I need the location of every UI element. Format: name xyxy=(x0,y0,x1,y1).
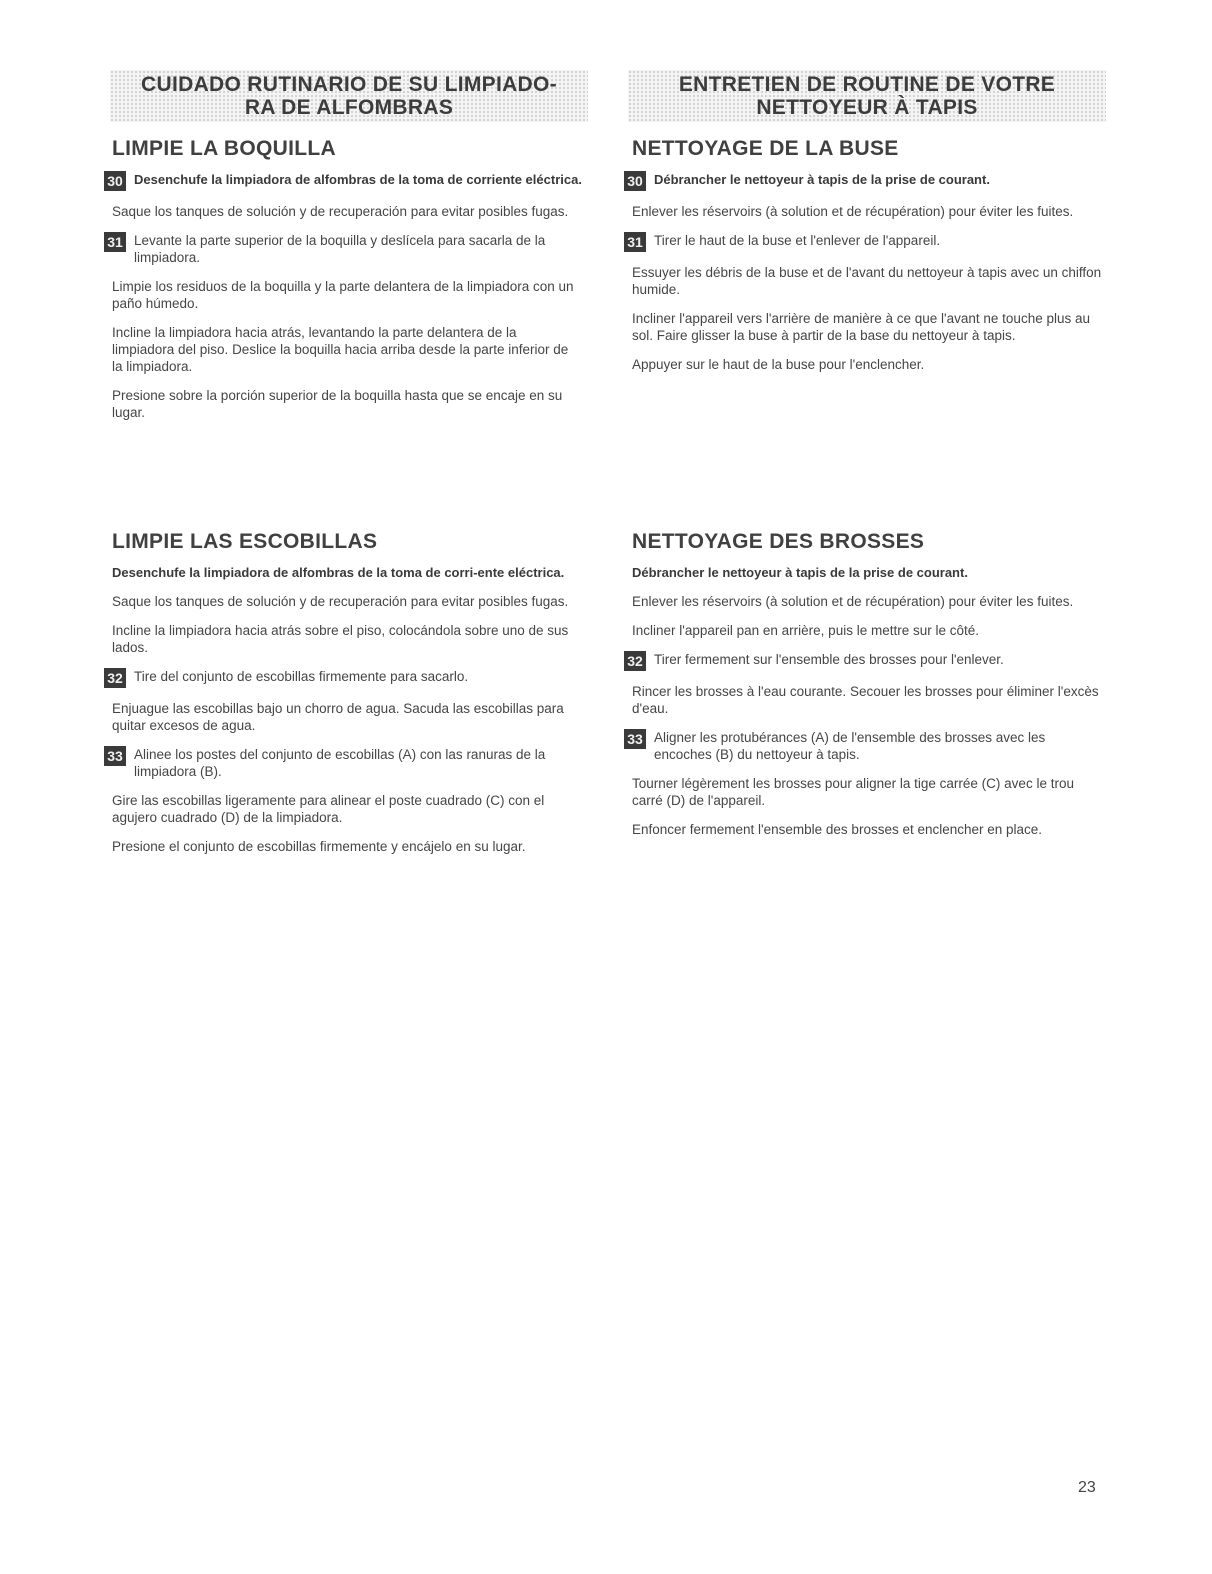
step-31 xyxy=(107,232,582,266)
step-number-badge: 31 xyxy=(104,232,126,252)
paragraph: Enjuague las escobillas bajo un chorro de agua. Sacuda las escobillas para quitar excesos de agua. xyxy=(112,701,564,733)
step-number-badge: 30 xyxy=(624,171,646,191)
section-heading: LIMPIE LAS ESCOBILLAS xyxy=(112,530,378,553)
paragraph: Presione el conjunto de escobillas firmemente y encájelo en su lugar. xyxy=(112,839,526,854)
page-number: 23 xyxy=(1078,1479,1096,1496)
paragraph: Incliner l'appareil pan en arrière, puis le mettre sur le côté. xyxy=(632,623,979,638)
step-text: Tirer fermement sur l'ensemble des brosses pour l'enlever. xyxy=(654,652,1004,667)
paragraph: Saque los tanques de solución y de recuperación para evitar posibles fugas. xyxy=(112,594,569,609)
step-text: Aligner les protubérances (A) de l'ensemble des brosses avec les encoches (B) du nettoyeur à tapis. xyxy=(654,730,1046,762)
paragraph: Essuyer les débris de la buse et de l'avant du nettoyeur à tapis avec un chiffon humide. xyxy=(632,265,1102,297)
paragraph: Incliner l'appareil vers l'arrière de manière à ce que l'avant ne touche plus au sol. Faire glisser la buse à partir de la base du nettoyeur à tapis. xyxy=(632,311,1090,343)
step-number-badge: 32 xyxy=(104,668,126,688)
banner-left-line-2: RA DE ALFOMBRAS xyxy=(244,96,454,119)
banner-right-line-1: ENTRETIEN DE ROUTINE DE VOTRE xyxy=(678,73,1056,96)
paragraph: Saque los tanques de solución y de recuperación para evitar posibles fugas. xyxy=(112,204,569,219)
paragraph: Incline la limpiadora hacia atrás sobre el piso, colocándola sobre uno de sus lados. xyxy=(112,623,569,655)
paragraph: Enfoncer fermement l'ensemble des brosses et enclencher en place. xyxy=(632,822,1043,837)
paragraph: Enlever les réservoirs (à solution et de récupération) pour éviter les fuites. xyxy=(632,594,1074,609)
step-number-badge: 30 xyxy=(104,171,126,191)
banner-right xyxy=(628,70,1106,122)
step-33 xyxy=(107,746,582,780)
paragraph: Gire las escobillas ligeramente para alinear el poste cuadrado (C) con el agujero cuadrado (D) de la limpiadora. xyxy=(112,793,545,825)
paragraph: Presione sobre la porción superior de la boquilla hasta que se encaje en su lugar. xyxy=(112,388,563,420)
step-text: Tire del conjunto de escobillas firmemente para sacarlo. xyxy=(134,669,469,684)
banner-left-line-1: CUIDADO RUTINARIO DE SU LIMPIADO- xyxy=(141,73,557,96)
section-heading: LIMPIE LA BOQUILLA xyxy=(112,137,336,160)
step-text: Alinee los postes del conjunto de escobillas (A) con las ranuras de la limpiadora (B). xyxy=(134,747,546,779)
section-nettoyage-brosses xyxy=(627,530,1102,850)
step-text: Débrancher le nettoyeur à tapis de la prise de courant. xyxy=(654,172,990,187)
step-text: Tirer le haut de la buse et l'enlever de l'appareil. xyxy=(654,233,941,248)
step-30 xyxy=(627,171,1102,191)
banner-left xyxy=(110,70,588,122)
step-text: Desenchufe la limpiadora de alfombras de la toma de corriente eléctrica. xyxy=(134,172,582,187)
step-number-badge: 31 xyxy=(624,232,646,252)
step-text: Levante la parte superior de la boquilla y deslícela para sacarla de la limpiadora. xyxy=(134,233,546,265)
step-32 xyxy=(107,668,582,688)
bold-paragraph: Desenchufe la limpiadora de alfombras de la toma de corri-ente eléctrica. xyxy=(112,565,565,580)
section-limpie-boquilla xyxy=(107,137,582,433)
section-nettoyage-buse xyxy=(627,137,1102,385)
step-number-badge: 33 xyxy=(624,729,646,749)
section-heading: NETTOYAGE DE LA BUSE xyxy=(632,137,899,160)
paragraph: Tourner légèrement les brosses pour aligner la tige carrée (C) avec le trou carré (D) de l'appareil. xyxy=(632,776,1074,808)
bold-paragraph: Débrancher le nettoyeur à tapis de la prise de courant. xyxy=(632,565,968,580)
section-heading: NETTOYAGE DES BROSSES xyxy=(632,530,925,553)
paragraph: Appuyer sur le haut de la buse pour l'enclencher. xyxy=(632,357,925,372)
section-limpie-escobillas xyxy=(107,530,582,867)
step-30 xyxy=(107,171,582,191)
step-number-badge: 32 xyxy=(624,651,646,671)
paragraph: Incline la limpiadora hacia atrás, levantando la parte delantera de la limpiadora del piso. Deslice la boquilla hacia arriba desde la parte inferior de la limpiadora. xyxy=(112,325,569,374)
paragraph: Limpie los residuos de la boquilla y la parte delantera de la limpiadora con un paño húmedo. xyxy=(112,279,574,311)
paragraph: Enlever les réservoirs (à solution et de récupération) pour éviter les fuites. xyxy=(632,204,1074,219)
step-33 xyxy=(627,729,1102,763)
step-31 xyxy=(627,232,1102,252)
paragraph: Rincer les brosses à l'eau courante. Secouer les brosses pour éliminer l'excès d'eau. xyxy=(632,684,1099,716)
step-32 xyxy=(627,651,1102,671)
step-number-badge: 33 xyxy=(104,746,126,766)
banner-right-line-2: NETTOYEUR À TAPIS xyxy=(756,96,978,119)
